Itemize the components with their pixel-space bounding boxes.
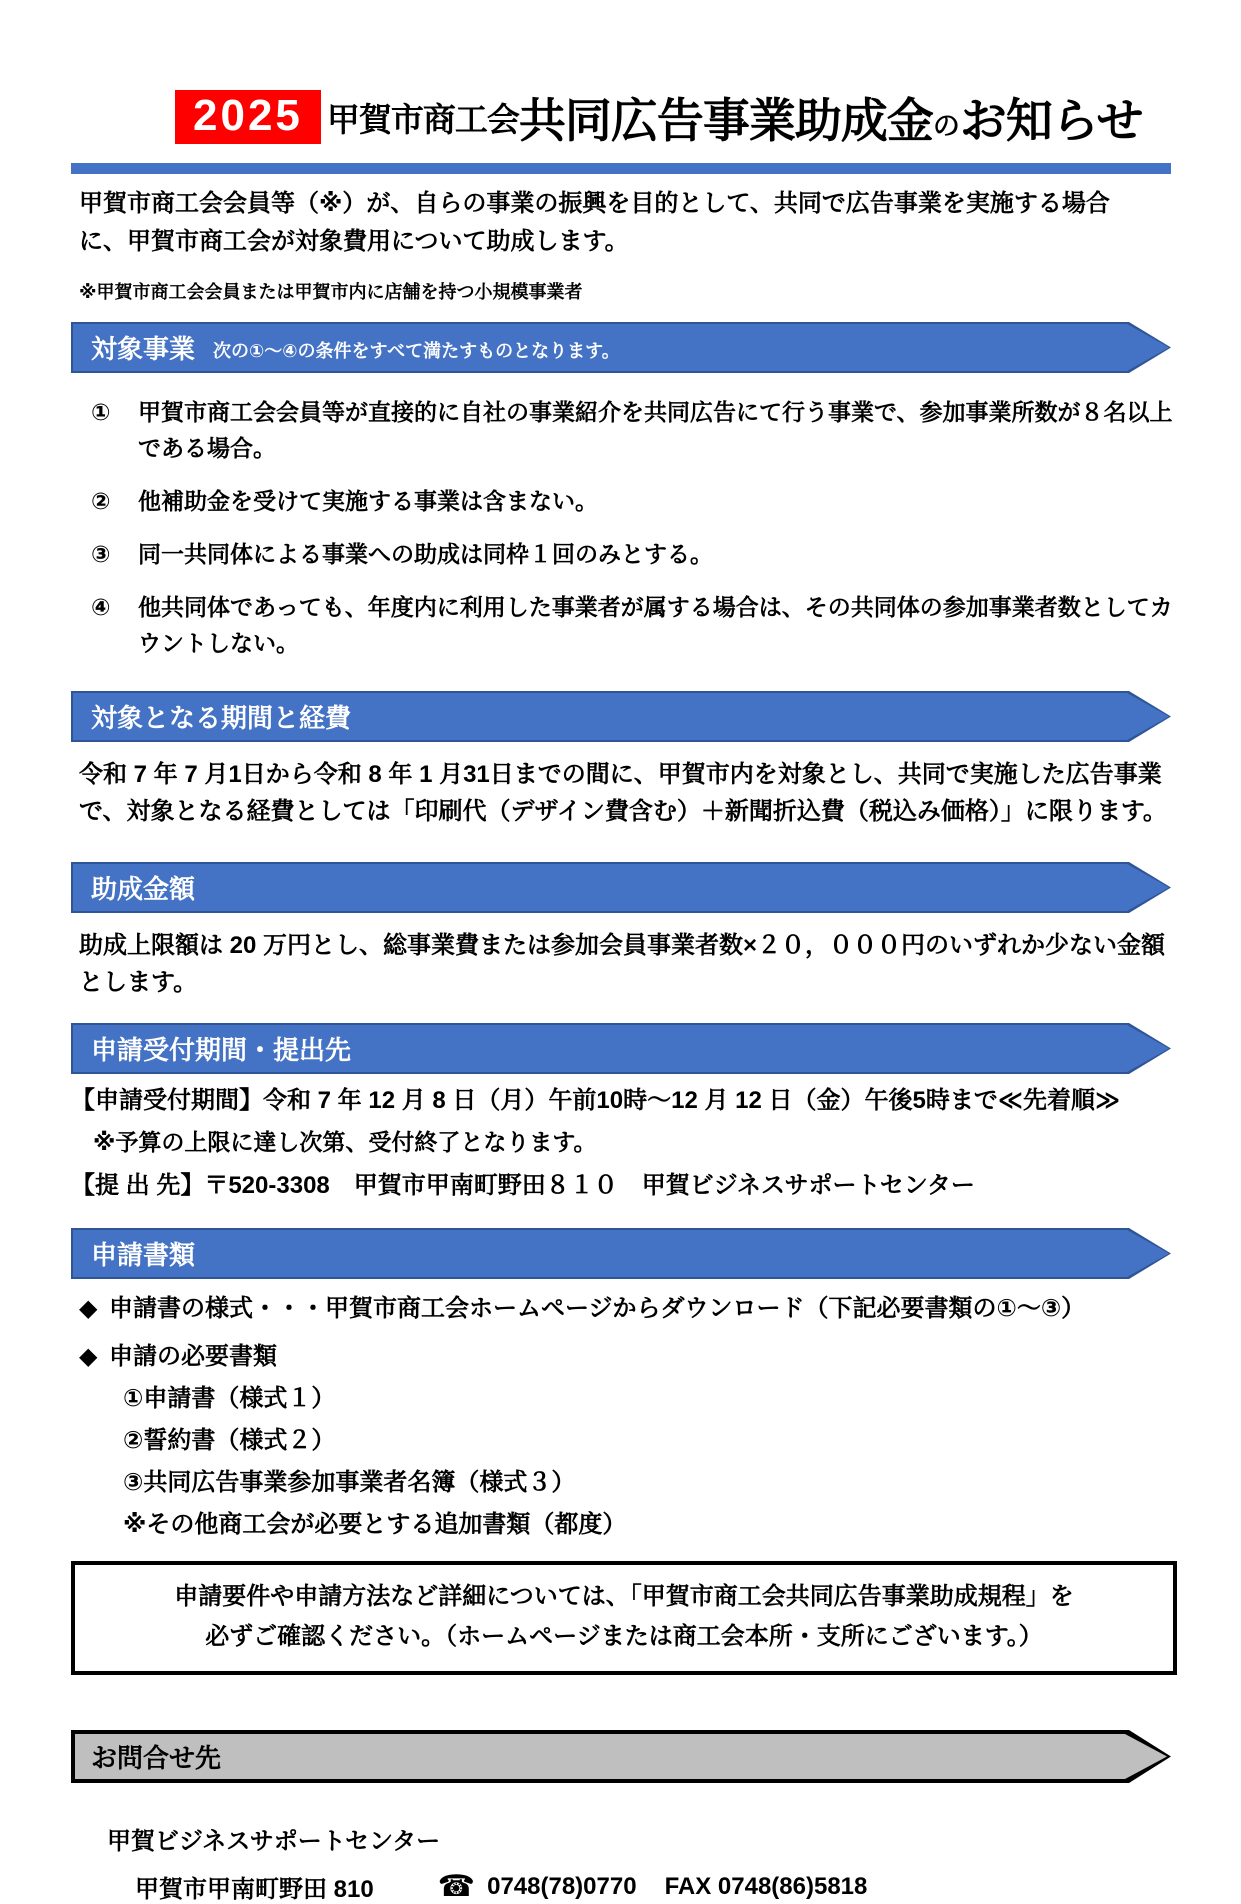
banner-label <box>71 691 1171 742</box>
banner-label <box>71 1730 1171 1783</box>
list-item-number: ③ <box>91 541 111 567</box>
title-particle: の <box>932 111 960 141</box>
contact-fax-number: FAX 0748(86)5818 <box>664 1872 868 1900</box>
documents-required-line <box>79 1339 1171 1375</box>
notice-line-1: 申請要件や申請方法など詳細については、「甲賀市商工会共同広告事業助成規程」を <box>174 1583 1074 1610</box>
list-item-text: 他共同体であっても、年度内に利用した事業者が属する場合は、その共同体の参加事業者数としてカウントしない。 <box>138 594 1173 656</box>
contact-phone-block <box>438 1869 868 1904</box>
list-item-text: 同一共同体による事業への助成は同枠１回のみとする。 <box>138 541 713 567</box>
documents-format-text: 申請書の様式・・・甲賀市商工会ホームページからダウンロード（下記必要書類の①～③） <box>109 1295 1086 1322</box>
list-item-number: ① <box>91 399 111 425</box>
phone-icon: ☎ <box>437 1870 476 1903</box>
list-item <box>91 536 1181 572</box>
list-item <box>91 483 1181 519</box>
section-title: お問合せ先 <box>91 1743 222 1773</box>
section-title: 助成金額 <box>91 874 196 904</box>
list-item-text: 甲賀市商工会会員等が直接的に自社の事業紹介を共同広告にて行う事業で、参加事業所数が８名以上である場合。 <box>138 399 1173 461</box>
contact-name: 甲賀ビジネスサポートセンター <box>107 1828 441 1855</box>
contact-details <box>135 1869 1171 1904</box>
section-title: 申請書類 <box>91 1240 196 1270</box>
list-item-number: ④ <box>91 594 111 620</box>
contact-phone-number: 0748(78)0770 <box>487 1872 637 1900</box>
section-banner-contact <box>71 1730 1171 1783</box>
application-period-line: 【申請受付期間】令和 7 年 12 月 8 日（月）午前10時～12 月 12 日（金）午後5時まで≪先着順≫ <box>71 1087 1121 1114</box>
list-item <box>91 394 1181 466</box>
document-item: ①申請書（様式１） <box>123 1385 336 1412</box>
contact-address: 甲賀市甲南町野田 810 <box>135 1876 374 1903</box>
banner-label <box>71 862 1171 913</box>
section-title: 対象となる期間と経費 <box>91 703 352 733</box>
documents-required-text: 申請の必要書類 <box>109 1343 277 1370</box>
banner-label <box>71 1228 1171 1279</box>
intro-footnote: ※甲賀市商工会会員または甲賀市内に店舗を持つ小規模事業者 <box>79 282 583 302</box>
application-submit-line: 【提 出 先】〒520-3308 甲賀市甲南町野田８１０ 甲賀ビジネスサポートセンター <box>71 1172 975 1199</box>
banner-label <box>71 322 1171 373</box>
subsidy-amount-body: 助成上限額は 20 万円とし、総事業費または参加会員事業者数×２０，０００円のいずれか少ない金額とします。 <box>79 932 1166 996</box>
notice-box <box>71 1561 1177 1675</box>
section-subtitle: 次の①～④の条件をすべて満たすものとなります。 <box>213 340 620 361</box>
section-banner-period-expense <box>71 691 1171 742</box>
period-expense-body: 令和 7 年 7 月1日から令和 8 年 1 月31日までの間に、甲賀市内を対象とし、共同で実施した広告事業で、対象となる経費としては「印刷代（デザイン費含む）＋新聞折込費（税込み価格）」に限ります。 <box>79 761 1167 825</box>
intro-paragraph: 甲賀市商工会会員等（※）が、自らの事業の振興を目的として、共同で広告事業を実施する場合に、甲賀市商工会が対象費用について助成します。 <box>79 190 1110 255</box>
section-banner-documents <box>71 1228 1171 1279</box>
condition-list <box>91 394 1181 661</box>
title-organization: 甲賀市商工会 <box>326 100 519 138</box>
section-title: 申請受付期間・提出先 <box>91 1035 352 1065</box>
blue-divider-bar <box>71 163 1171 174</box>
section-title: 対象事業 <box>91 334 196 364</box>
notice-line-2: 必ずご確認ください。（ホームページまたは商工会本所・支所にございます。） <box>205 1623 1043 1650</box>
application-note-line: ※予算の上限に達し次第、受付終了となります。 <box>93 1129 597 1155</box>
banner-label <box>71 1023 1171 1074</box>
title-main: 共同広告事業助成金 <box>518 93 933 147</box>
diamond-bullet-icon: ◆ <box>79 1295 98 1322</box>
list-item-text: 他補助金を受けて実施する事業は含まない。 <box>138 488 598 514</box>
list-item <box>91 589 1181 661</box>
documents-format-line <box>79 1291 1171 1327</box>
section-banner-application <box>71 1023 1171 1074</box>
document-item: ②誓約書（様式２） <box>123 1427 336 1454</box>
document-item: ③共同広告事業参加事業者名簿（様式３） <box>123 1469 576 1496</box>
section-banner-subsidy-amount <box>71 862 1171 913</box>
diamond-bullet-icon: ◆ <box>79 1343 98 1370</box>
document-title <box>175 86 1171 148</box>
section-banner-target-business <box>71 322 1171 373</box>
title-suffix: お知らせ <box>959 93 1143 147</box>
list-item-number: ② <box>91 488 111 514</box>
year-badge: 2025 <box>175 90 321 144</box>
document-item: ※その他商工会が必要とする追加書類（都度） <box>123 1511 627 1538</box>
